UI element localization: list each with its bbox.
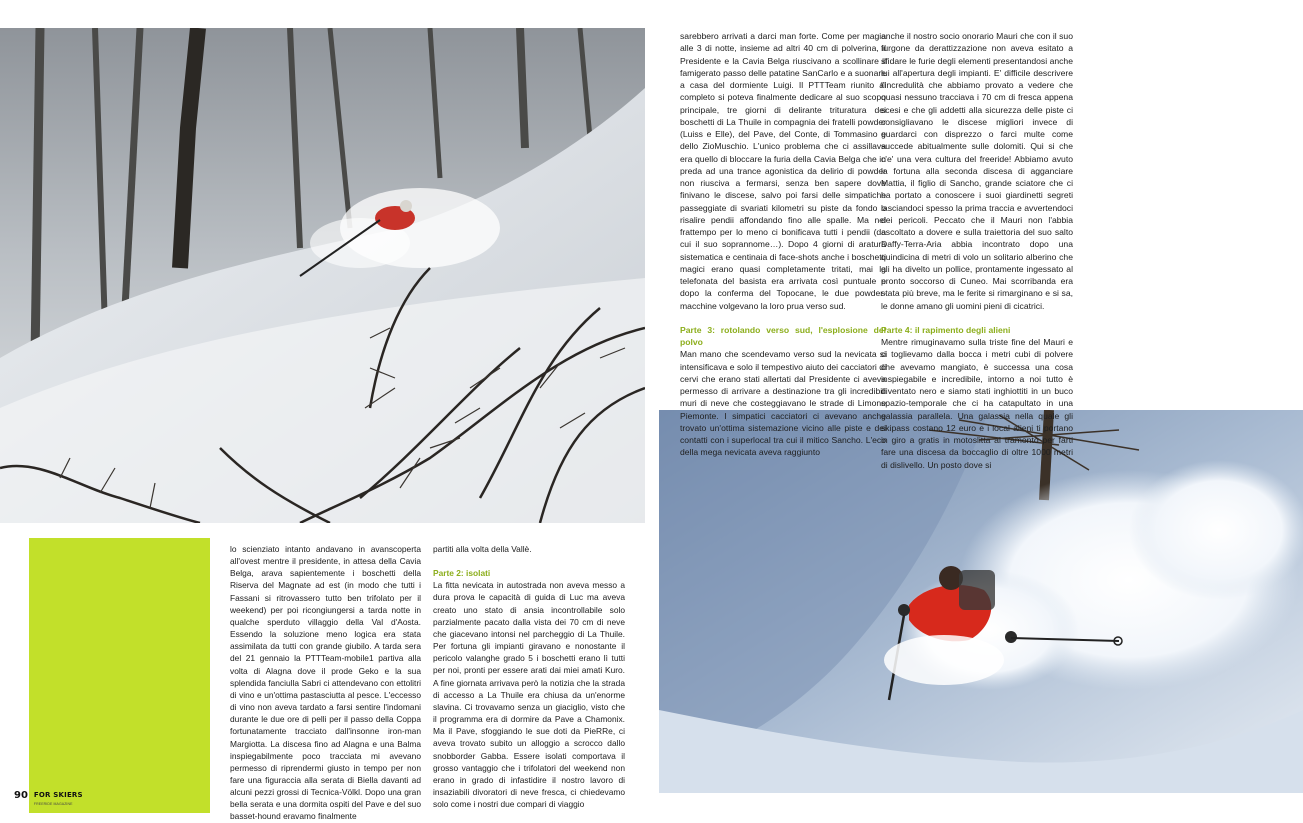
section-heading: Parte 4: il rapimento degli alieni xyxy=(881,324,1011,335)
body-paragraph: Mentre rimuginavamo sulla triste fine del Mauri e ci toglievamo dalla bocca i metri cubi di polvere che avevamo mangiato, è successa una cosa inspiegabile e incredibile, intorno a noi tutto è diventato nero e siamo stati inghiottiti in un buco spazio-temporale che ci ha catapultato in una galassia parallela. Una galassia nella quale gli skipass costano 12 euro e i local alieni ti portano in giro a gratis in motoslitta al tramonto per farti fare una discesa da boccaglio di oltre 1000 metri di dislivello. Un posto dove si xyxy=(881,337,1073,470)
body-paragraph: lo scienziato intanto andavano in avanscoperta all'ovest mentre il presidente, in attesa della Cavia Belga, arava sapientemente i boschetti della Riserva del Magnate ad est (in modo che tutti i Fassani si ritrovassero tutto ben trifolato per il weekend) per poi ricongiungersi a tarda notte in qualche sperduto villaggio della Val d'Aosta. Essendo la soluzione meno logica era stata assimilata da tutti con grande giubilo. A tarda sera del 21 gennaio la PTTTeam-mobile1 partiva alla volta di Alagna dove il prode Geko e la sua splendida fanciulla Sabri ci attendevano con ettolitri di vino e un'ottima pastasciutta al pesce. L'eccesso di vino non aveva tardato a farsi sentire l'indomani durante le due ore di pelli per il passo della Coppa fortunatamente tracciato dall'insonne iron-man Margiotta. La discesa fino ad Alagna e una Balma inspiegabilmente poco tracciata mi avevano permesso di riprendermi giusto in tempo per non fare una figuraccia alla serata di Biella davanti ad alcuni pezzi grossi di Tecnica-Völkl. Dopo una gran bella serata e una dormita ospiti del Pave e del suo basset-hound eravamo finalmente xyxy=(230,544,421,822)
accent-color-block xyxy=(29,538,210,813)
magazine-logo xyxy=(34,784,83,806)
page-footer xyxy=(14,784,83,806)
article-column-3 xyxy=(230,543,421,823)
body-paragraph: Man mano che scendevamo verso sud la nevicata si intensificava e solo il tempestivo aiuto dei cacciatori di cervi che erano stati allertati dal Presidente ci aveva permesso di arrivare a destinazione tra gli incredibili muri di neve che costeggiavano le strade di Limone Piemonte. I simpatici cacciatori ci avevano anche trovato un'ottima sistemazione vicino alle piste e dei contatti con i superlocal tra cui il mitico Sancho. L'eco della mega nevicata aveva raggiunto xyxy=(680,349,886,458)
article-column-2 xyxy=(881,30,1073,471)
section-heading: Parte 3: rotolando verso sud, l'esplosione del polvo xyxy=(680,324,886,347)
magazine-tagline: FREERIDE MAGAZINE xyxy=(33,802,73,806)
article-column-1 xyxy=(680,30,886,459)
body-paragraph: partiti alla volta della Vallè. xyxy=(433,544,532,554)
magazine-name: FOR SKIERS xyxy=(33,791,83,799)
body-paragraph: sarebbero arrivati a darci man forte. Come per magia alle 3 di notte, insieme ad altri 40 cm di polverina, il Presidente e la Cavia Belga riuscivano a scollinare il famigerato passo delle patatine SanCarlo e a suonare a casa del dormiente Luigi. Il PTTTeam riunito al completo si poteva finalmente dedicare al suo scopo principale, tre giorni di delirante trituratura dei boschetti di La Thuile in compagnia dei fratelli powder (Luiss e Elle), del Pave, del Conte, di Tommasino e dello ZioMuschio. L'unico problema che ci assillava era quello di bloccare la furia della Cavia Belga che in preda ad una trance agonistica da delirio di powder non riusciva a fermarsi, senza ben sapere dove finivano le discese, salvo poi farsi delle simpatiche passeggiate di svariati kilometri su piste da fondo o risalire pendii affondando fino alle spalle. Ma nel frattempo per lo meno ci bonificava tutti i pendii (da cui il suo soprannome…). Dopo 4 giorni di aratura sistematica e centinaia di face-shots anche i boschetti magici erano quasi completamente tritati, mai la telefonata del basista era arrivata così puntuale e dopo la conferma del Topocane, le due powder-macchine volgevano la loro prua verso sud. xyxy=(680,31,886,311)
body-paragraph: anche il nostro socio onorario Mauri che con il suo furgone da derattizzazione non aveva esitato a sfidare le furie degli elementi presentandosi anche lui all'apertura degli impianti. E' difficile descrivere l'incredulità che abbiamo provato a vedere che quasi nessuno tracciava i 70 cm di fresca appena scesi e che gli addetti alla sicurezza delle piste ci consigliavano le discese migliori invece di guardarci con disprezzo o farci multe come succede abitualmente sulle dolomiti. Qui si che c'e' una vera cultura del freeride! Abbiamo avuto la fortuna alla seconda discesa di agganciare Mattia, il figlio di Sancho, grande sciatore che ci ha portato a conoscere i suoi giardinetti segreti lasciandoci spesso la prima traccia e avvertendoci dei pericoli. Peccato che il Mauri non l'abbia ascoltato a dovere e sulla traiettoria del suo salto Daffy-Terra-Aria abbia incontrato dopo una quindicina di metri di volo un solitario alberino che gli ha divelto un pollice, prontamente ingessato al pronto soccorso di Cuneo. Mai scorribanda era stata più breve, ma le ferite si rimarginano e si sa, le donne amano gli uomini pieni di cicatrici. xyxy=(881,31,1073,311)
photo-forest-skier xyxy=(0,28,645,523)
body-paragraph: La fitta nevicata in autostrada non aveva messo a dura prova le capacità di guida di Luc ma aveva creato uno stato di ansia incontrollabile solo parzialmente pacato dalla vista dei 70 cm di neve che giacevano intonsi nel parcheggio di La Thuile. Per fortuna gli impianti giravano e nonostante il pericolo valanghe grado 5 i boschetti erano lì tutti per noi, pronti per essere arati dai miei amati Kuro. A fine giornata arrivava però la notizia che la strada di accesso a La Thuile era chiusa da un'enorme slavina. Ci trovavamo senza un giaciglio, visto che il programma era di dormire da Pave a Chamonix. Ma il Pave, sfoggiando le sue doti da PieRRe, ci aveva trovato subito un alloggio a scrocco dallo snobborder Gabba. Essere isolati comportava il grosso vantaggio che i trifolatori del weekend non erano in grado di infastidire il nostro lavoro di insaziabili divoratori di neve fresca, ci chiedevamo solo come i nostri due compari di viaggio xyxy=(433,580,625,810)
page-number: 90 xyxy=(14,789,28,801)
section-heading: Parte 2: isolati xyxy=(433,568,491,579)
forest-skier-illustration xyxy=(0,28,645,523)
article-column-4 xyxy=(433,543,625,810)
